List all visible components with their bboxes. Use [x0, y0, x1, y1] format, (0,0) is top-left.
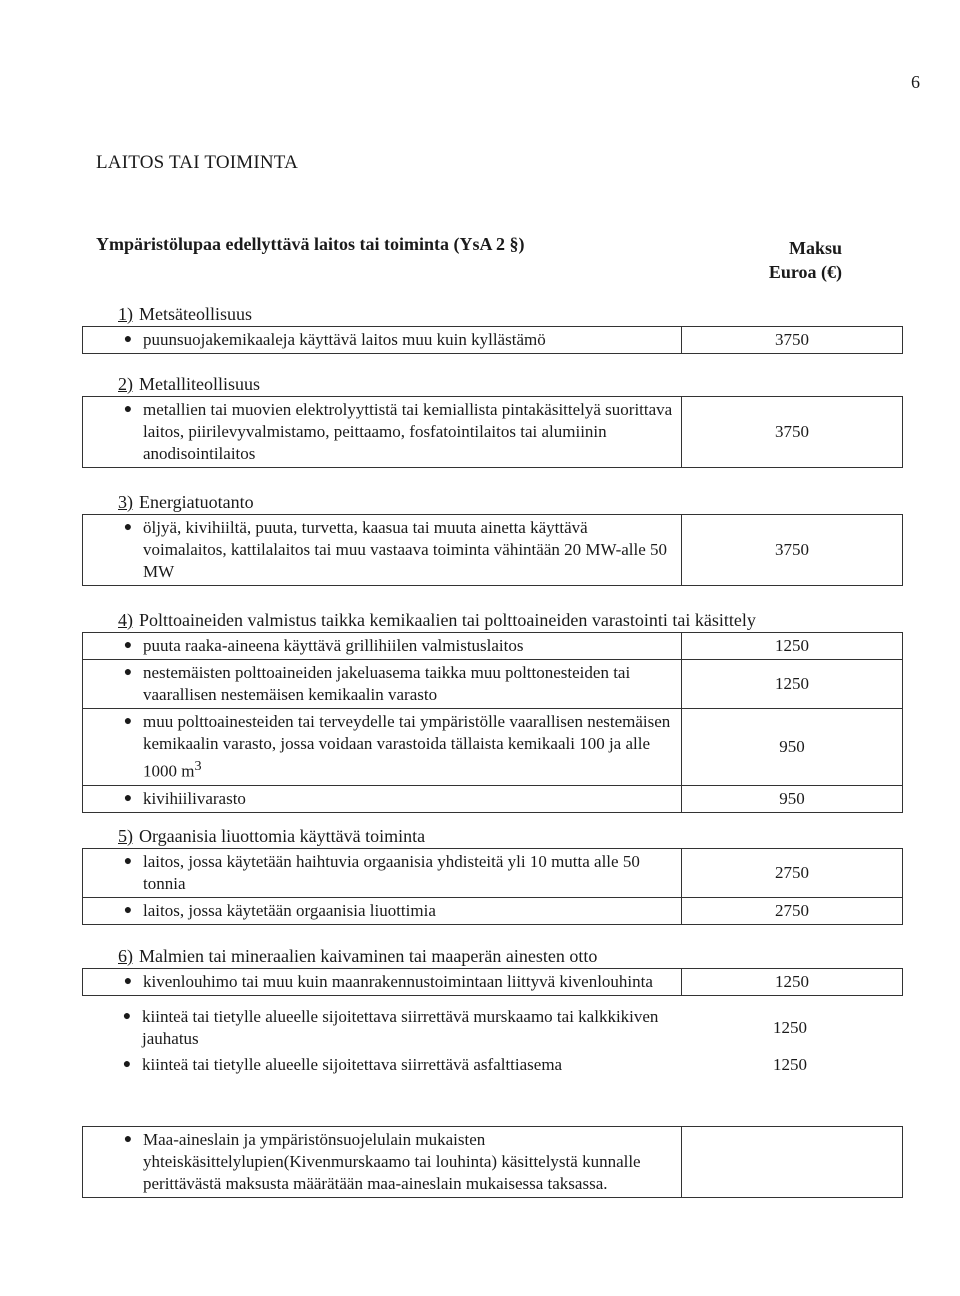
item-text: kivihiilivarasto: [143, 788, 246, 808]
table-row: [82, 1004, 900, 1052]
section-5: [82, 824, 888, 925]
item-cell: [83, 849, 682, 898]
item-text: öljyä, kivihiiltä, puuta, turvetta, kaasua tai muuta ainetta käyttävä voimalaitos, kattilalaitos tai muu vastaava toiminta vähintään 20 MW-alle 50 MW: [143, 518, 668, 581]
item-cell: [83, 633, 682, 660]
fee-cell: 1250: [773, 1018, 807, 1037]
section-name: Polttoaineiden valmistus taikka kemikaalien tai polttoaineiden varastointi tai käsittely: [139, 610, 756, 630]
section-number: 1): [118, 304, 133, 324]
section-name: Metalliteollisuus: [139, 374, 260, 394]
table-row: [83, 709, 903, 786]
fee-header-line1: Maksu: [788, 238, 842, 258]
section-name: Energiatuotanto: [139, 492, 254, 512]
bullet-icon: ●: [123, 790, 133, 806]
fee-table: [82, 326, 903, 354]
fee-cell: 3750: [682, 327, 903, 354]
section-title: [82, 944, 888, 968]
item-cell: [83, 709, 682, 786]
item-cell: [83, 969, 682, 996]
section-number: 5): [118, 826, 133, 846]
item-text: puuta raaka-aineena käyttävä grillihiilen valmistuslaitos: [143, 636, 524, 655]
table-row: [83, 785, 903, 812]
section-number: 6): [118, 946, 133, 966]
section-3: [82, 490, 888, 586]
section-title: [82, 608, 888, 632]
item-cell: [83, 397, 682, 468]
note-section: [82, 1126, 888, 1198]
item-text: nestemäisten polttoaineiden jakeluasema taikka muu polttonesteiden tai vaarallisen nestemäisen kemikaalin varasto: [143, 663, 631, 704]
fee-table: [82, 396, 903, 468]
item-text: laitos, jossa käytetään orgaanisia liuottimia: [143, 901, 436, 920]
bullet-icon: ●: [123, 903, 133, 918]
note-table: [82, 1126, 903, 1198]
bullet-icon: ●: [122, 1057, 132, 1072]
bullet-icon: ●: [123, 1132, 133, 1147]
table-row: [83, 515, 903, 586]
fee-cell: 3750: [682, 515, 903, 586]
fee-table-unbordered: [82, 1004, 900, 1078]
fee-cell: 1250: [682, 969, 903, 996]
bullet-icon: ●: [123, 974, 133, 989]
note-cell: [83, 1127, 682, 1198]
item-text: puunsuojakemikaaleja käyttävä laitos muu kuin kyllästämö: [143, 330, 546, 349]
fee-cell: 2750: [682, 898, 903, 925]
table-row: [82, 1052, 900, 1078]
item-text: metallien tai muovien elektrolyyttistä tai kemiallista pintakäsittelyä suorittava laitos, piirilevyvalmistamo, peittaamo, fosfatointilaitos tai alumiinin anodisointilaitos: [143, 400, 673, 463]
bullet-icon: ●: [123, 520, 133, 535]
section-1: [82, 302, 888, 354]
table-row: [83, 969, 903, 996]
bullet-icon: ●: [123, 402, 133, 417]
section-title: [82, 302, 888, 326]
table-row: [83, 633, 903, 660]
table-row: [83, 898, 903, 925]
item-cell: [83, 327, 682, 354]
fee-column-header: [769, 236, 842, 285]
bullet-icon: ●: [123, 638, 133, 653]
bullet-icon: ●: [123, 714, 133, 729]
table-row: [83, 397, 903, 468]
section-title: [82, 372, 888, 396]
fee-table: [82, 514, 903, 586]
table-row: [83, 849, 903, 898]
fee-table: [82, 848, 903, 925]
fee-table: [82, 632, 903, 813]
fee-cell: [682, 1127, 903, 1198]
item-text: kivenlouhimo tai muu kuin maanrakennustoimintaan liittyvä kivenlouhinta: [143, 972, 653, 991]
bullet-icon: ●: [122, 1009, 132, 1024]
item-text: [143, 711, 675, 783]
fee-cell: 1250: [682, 633, 903, 660]
item-cell: [82, 1004, 680, 1052]
superscript: 3: [194, 758, 202, 774]
bullet-icon: ●: [123, 665, 133, 680]
section-number: 4): [118, 610, 133, 630]
note-text: Maa-aineslain ja ympäristönsuojelulain mukaisten yhteiskäsittelylupien(Kivenmurskaamo tai louhinta) käsittelystä kunnalle perittävästä maksusta määrätään maa-aineslain mukaisessa taksassa.: [143, 1130, 641, 1193]
fee-cell: 3750: [682, 397, 903, 468]
item-cell: [83, 515, 682, 586]
item-cell: [83, 785, 682, 812]
item-cell: [82, 1052, 680, 1078]
fee-header-line2: Euroa (€): [768, 262, 842, 283]
table-row: [83, 660, 903, 709]
item-text: laitos, jossa käytetään haihtuvia orgaanisia yhdisteitä yli 10 mutta alle 50 tonnia: [143, 852, 640, 893]
intro-heading: Ympäristölupaa edellyttävä laitos tai toiminta (YsA 2 §): [96, 234, 525, 254]
item-text: kiinteä tai tietylle alueelle sijoitettava siirrettävä asfalttiasema: [142, 1055, 563, 1074]
section-4: [82, 608, 888, 813]
fee-table: [82, 968, 903, 996]
fee-cell: 1250: [773, 1055, 807, 1074]
fee-cell: 950: [682, 709, 903, 786]
section-title: [82, 490, 888, 514]
table-row: [83, 327, 903, 354]
section-title: [82, 824, 888, 848]
section-name: Metsäteollisuus: [139, 304, 252, 324]
section-number: 3): [118, 492, 133, 512]
fee-cell: 2750: [682, 849, 903, 898]
fee-cell: 1250: [682, 660, 903, 709]
section-2: [82, 372, 888, 468]
page-number: 6: [911, 72, 920, 92]
section-name: Orgaanisia liuottomia käyttävä toiminta: [139, 826, 426, 846]
section-number: 2): [118, 374, 133, 394]
bullet-icon: ●: [123, 332, 133, 347]
bullet-icon: ●: [123, 854, 133, 869]
fee-cell: 950: [682, 785, 903, 812]
item-text-main: muu polttoainesteiden tai terveydelle tai ympäristölle vaarallisen nestemäisen kemikaalin varasto, jossa voidaan varastoida tällaista kemikaali 100 ja alle 1000 m: [143, 712, 671, 781]
item-cell: [83, 898, 682, 925]
document-title: LAITOS TAI TOIMINTA: [96, 152, 299, 173]
item-cell: [83, 660, 682, 709]
table-row: [83, 1127, 903, 1198]
section-name: Malmien tai mineraalien kaivaminen tai maaperän ainesten otto: [139, 946, 598, 966]
item-text: kiinteä tai tietylle alueelle sijoitettava siirrettävä murskaamo tai kalkkikiven jauhatus: [142, 1007, 659, 1048]
section-6: [82, 944, 888, 1078]
